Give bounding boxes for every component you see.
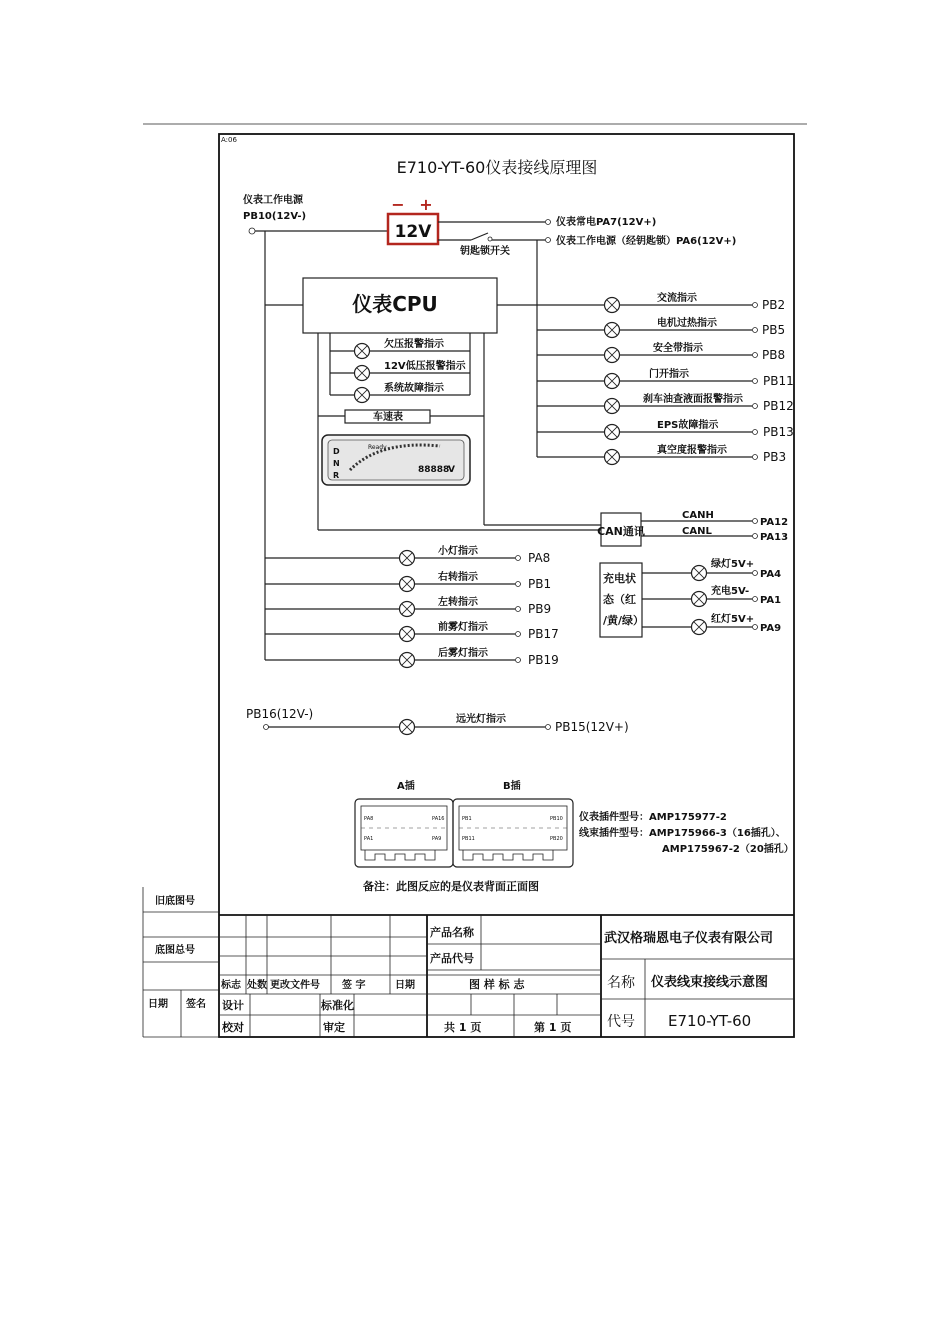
tb-code-value: E710-YT-60 xyxy=(668,1012,752,1030)
light-label: 右转指示 xyxy=(438,572,478,583)
indicator-pin: PB11 xyxy=(763,374,794,388)
b-pin: PB10 xyxy=(550,816,563,822)
cpu-alarm-row xyxy=(330,381,470,403)
battery-plus: + xyxy=(419,195,433,214)
tb-standard: 标准化 xyxy=(321,999,354,1012)
base-total-no: 底图总号 xyxy=(155,945,195,956)
indicator-pin: PB8 xyxy=(762,348,786,362)
drawing-frame xyxy=(219,134,794,1037)
battery-label: 12V xyxy=(394,222,432,242)
light-pin: PB17 xyxy=(528,627,559,641)
charge-row xyxy=(642,557,781,581)
light-pin: PB19 xyxy=(528,653,559,667)
tb-review: 审定 xyxy=(323,1021,345,1034)
indicator-pin: PB12 xyxy=(763,399,794,413)
light-label: 小灯指示 xyxy=(438,546,478,557)
indicator-label: EPS故障指示 xyxy=(657,420,719,431)
cpu-alarm-row xyxy=(330,337,470,359)
cpu-alarm-row xyxy=(330,359,470,381)
indicator-row xyxy=(537,291,785,313)
high-beam-right-pin: PB15(12V+) xyxy=(555,720,629,734)
harness-connector-model-2: AMP175967-2（20插孔） xyxy=(662,844,794,855)
indicator-pin: PB2 xyxy=(762,298,786,312)
indicator-row xyxy=(537,316,785,338)
light-pin: PA8 xyxy=(528,551,551,565)
indicator-label: 电机过热指示 xyxy=(657,318,717,329)
cpu-label: 仪表CPU xyxy=(352,292,438,316)
tb-total-pages: 共 1 页 xyxy=(444,1021,482,1034)
canh-label: CANH xyxy=(682,510,714,521)
tb-product-name: 产品名称 xyxy=(430,926,474,939)
light-label: 前雾灯指示 xyxy=(438,622,488,633)
indicator-pin: PB13 xyxy=(763,425,794,439)
tb-name-value: 仪表线束接线示意图 xyxy=(651,975,769,990)
tb-date: 日期 xyxy=(395,980,415,991)
power-source-label: 仪表工作电源 xyxy=(243,195,303,206)
tb-mark: 标志 xyxy=(221,980,241,991)
charge-item-pin: PA9 xyxy=(760,623,782,634)
tb-product-code: 产品代号 xyxy=(430,952,474,965)
charge-item-label: 红灯5V+ xyxy=(711,614,755,625)
b-pin: PB20 xyxy=(550,836,563,842)
a-pin: PA9 xyxy=(432,836,442,842)
indicator-row xyxy=(537,341,785,363)
indicator-label: 真空度报警指示 xyxy=(657,445,727,456)
light-row xyxy=(265,570,551,592)
alarm-label: 系统故障指示 xyxy=(384,383,444,394)
power-source-pin: PB10(12V-) xyxy=(243,211,307,222)
tb-count: 处数 xyxy=(247,980,267,991)
a-pin: PA8 xyxy=(364,816,374,822)
note: 备注：此图反应的是仪表背面正面图 xyxy=(363,880,539,893)
indicator-pin: PB3 xyxy=(763,450,787,464)
indicator-row xyxy=(537,392,794,414)
tb-check: 校对 xyxy=(222,1021,244,1034)
light-label: 后雾灯指示 xyxy=(438,648,488,659)
harness-connector-model: 线束插件型号：AMP175966-3（16插孔）、 xyxy=(579,828,786,839)
diagram-title: E710-YT-60仪表接线原理图 xyxy=(396,158,598,177)
battery-minus: − xyxy=(391,195,405,214)
a-pin: PA1 xyxy=(364,836,374,842)
high-beam-left-pin: PB16(12V-) xyxy=(246,707,314,721)
charge-label-3: /黄/绿） xyxy=(603,614,645,627)
connector-a xyxy=(355,799,453,867)
tb-sample-mark: 图 样 标 志 xyxy=(469,978,525,991)
key-switch xyxy=(471,233,488,240)
indicator-row xyxy=(537,367,794,389)
canl-label: CANL xyxy=(682,526,712,537)
indicator-row xyxy=(537,418,794,440)
indicator-label: 刹车油查液面报警指示 xyxy=(643,394,743,405)
charge-row xyxy=(642,612,781,635)
charge-item-label: 充电5V- xyxy=(711,586,750,597)
tb-signature: 签 字 xyxy=(342,980,366,991)
pin-terminal xyxy=(249,228,255,234)
constant-power-pin: 仪表常电PA7(12V+) xyxy=(556,217,657,228)
tb-change-doc: 更改文件号 xyxy=(270,980,320,991)
indicator-label: 门开指示 xyxy=(649,369,689,380)
tb-page-no: 第 1 页 xyxy=(534,1021,572,1034)
can-label: CAN通讯 xyxy=(597,525,645,538)
old-drawing-no: 旧底图号 xyxy=(155,896,195,907)
charge-item-pin: PA1 xyxy=(760,595,782,606)
charge-row xyxy=(642,584,781,607)
charge-label-2: 态（红 xyxy=(603,593,636,606)
gear-n: N xyxy=(333,459,340,468)
tb-company: 武汉格瑞恩电子仪表有限公司 xyxy=(604,931,774,946)
charge-item-label: 绿灯5V+ xyxy=(711,559,755,570)
speedometer-label: 车速表 xyxy=(373,412,403,423)
a-pin: PA16 xyxy=(432,816,445,822)
connector-b-label: B插 xyxy=(503,781,521,792)
volt-label: V xyxy=(448,465,455,475)
gear-r: R xyxy=(333,471,340,480)
date-label: 日期 xyxy=(148,999,168,1010)
charge-item-pin: PA4 xyxy=(760,569,782,580)
light-pin: PB1 xyxy=(528,577,552,591)
gear-d: D xyxy=(333,447,340,456)
tb-name-label: 名称 xyxy=(607,975,635,991)
charge-label-1: 充电状 xyxy=(603,572,636,585)
indicator-label: 交流指示 xyxy=(657,293,697,304)
indicator-row xyxy=(537,443,786,465)
indicator-pin: PB5 xyxy=(762,323,786,337)
light-row xyxy=(265,544,550,566)
canl-pin: PA13 xyxy=(760,532,789,543)
tb-design: 设计 xyxy=(222,999,244,1012)
b-pin: PB11 xyxy=(462,836,475,842)
meter-connector-model: 仪表插件型号：AMP175977-2 xyxy=(579,812,727,823)
odo-label: 88888 xyxy=(418,465,450,475)
light-label: 左转指示 xyxy=(438,597,478,608)
light-row xyxy=(265,595,551,617)
connector-b xyxy=(453,799,573,867)
high-beam-label: 远光灯指示 xyxy=(456,714,506,725)
light-row xyxy=(265,646,559,668)
canh-pin: PA12 xyxy=(760,517,789,528)
corner-label: A:06 xyxy=(221,136,237,144)
connector-a-label: A插 xyxy=(397,781,415,792)
tb-code-label: 代号 xyxy=(607,1014,635,1030)
sign-label: 签名 xyxy=(186,999,206,1010)
ready-label: Ready xyxy=(368,444,387,451)
b-pin: PB1 xyxy=(462,816,472,822)
key-switch-label: 钥匙锁开关 xyxy=(460,246,510,257)
light-row xyxy=(265,620,559,642)
light-pin: PB9 xyxy=(528,602,552,616)
alarm-label: 12V低压报警指示 xyxy=(384,361,466,372)
speedometer-lcd xyxy=(322,435,470,485)
indicator-label: 安全带指示 xyxy=(653,343,703,354)
alarm-label: 欠压报警指示 xyxy=(384,339,444,350)
switched-power-pin: 仪表工作电源（经钥匙锁）PA6(12V+) xyxy=(556,236,737,247)
